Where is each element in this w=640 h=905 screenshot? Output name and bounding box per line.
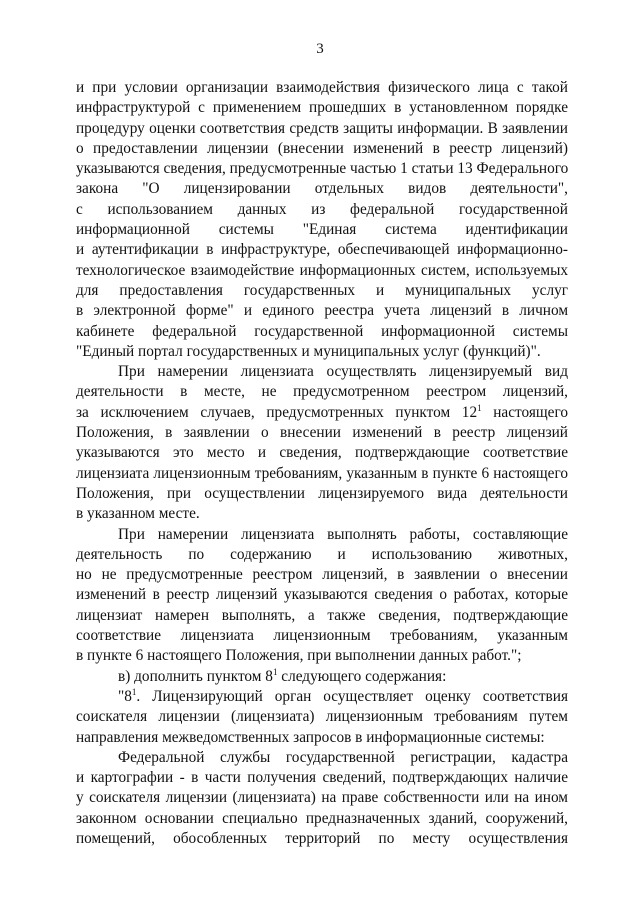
text-line [76, 403, 568, 423]
text-line [76, 159, 568, 179]
line-text: направления межведомственных запросов в информационные системы: [76, 728, 545, 746]
text-line [76, 748, 568, 768]
line-text: кабинете федеральной государственной информационной системы [76, 322, 568, 340]
line-text: в электронной форме" и единого реестра учета лицензий в личном [76, 302, 568, 320]
text-line [76, 585, 568, 605]
line-text: "8 [118, 687, 132, 705]
line-text: о предоставлении лицензии (внесении изменений в реестр лицензий) [76, 139, 568, 157]
line-text: с использованием данных из федеральной государственной [76, 200, 568, 218]
text-line [76, 565, 568, 585]
line-text: у соискателя лицензии (лицензиата) на праве собственности или на ином [76, 789, 568, 807]
text-line [76, 281, 568, 301]
line-text-continued: следующего содержания: [277, 667, 447, 685]
text-line [76, 545, 568, 565]
text-line [76, 119, 568, 139]
line-text: процедуру оценки соответствия средств защиты информации. В заявлении [76, 119, 568, 137]
text-line [76, 646, 568, 666]
text-line [76, 484, 568, 504]
line-text: в) дополнить пунктом 8 [118, 667, 273, 685]
text-line [76, 443, 568, 463]
line-text: законном основании специально предназначенных зданий, сооружений, [76, 809, 568, 827]
line-text: указываются это место и сведения, подтверждающие соответствие [76, 444, 568, 462]
line-text: Положения, в заявлении о внесении изменений в реестр лицензий [76, 424, 568, 442]
line-text: и при условии организации взаимодействия физического лица с такой [76, 79, 568, 96]
line-text: и картографии - в части получения сведений, подтверждающих наличие [76, 769, 568, 787]
text-line [76, 200, 568, 220]
text-line [76, 606, 568, 626]
line-text: Положения, при осуществлении лицензируемого вида деятельности [76, 484, 568, 502]
text-line [76, 525, 568, 545]
line-text: лицензиат намерен выполнять, а также сведения, подтверждающие [76, 606, 568, 624]
line-text-continued: . Лицензирующий орган осуществляет оценку соответствия [136, 687, 568, 705]
line-text: за исключением случаев, предусмотренных пунктом 12 [76, 403, 478, 421]
line-text: Федеральной службы государственной регистрации, кадастра [118, 748, 568, 766]
line-text: но не предусмотренные реестром лицензий, в заявлении о внесении [76, 566, 568, 584]
text-line [76, 829, 568, 849]
text-line [76, 687, 568, 707]
line-text: помещений, обособленных территорий по месту осуществления [76, 829, 568, 847]
superscript: 1 [131, 686, 137, 697]
text-line [76, 179, 568, 199]
text-line [76, 464, 568, 484]
superscript: 1 [272, 666, 278, 677]
line-text: деятельности в месте, не предусмотренном реестром лицензий, [76, 383, 568, 401]
text-line [76, 362, 568, 382]
line-text: "Единый портал государственных и муниципальных услуг (функций)". [76, 342, 541, 360]
text-line [76, 301, 568, 321]
line-text: деятельность по содержанию и использованию животных, [76, 545, 568, 563]
text-line [76, 98, 568, 118]
text-line [76, 342, 568, 362]
text-line [76, 626, 568, 646]
line-text: инфраструктурой с применением прошедших в установленном порядке [76, 99, 568, 117]
line-text: технологическое взаимодействие информационных систем, используемых [76, 261, 568, 279]
line-text: изменений в реестр лицензий указываются сведения о работах, которые [76, 586, 568, 604]
line-text: для предоставления государственных и муниципальных услуг [76, 281, 568, 299]
text-line [76, 220, 568, 240]
text-line [76, 728, 568, 748]
text-line [76, 707, 568, 727]
text-line [76, 261, 568, 281]
line-text-continued: настоящего [481, 403, 568, 421]
line-text: При намерении лицензиата осуществлять лицензируемый вид [118, 363, 568, 381]
line-text: указываются сведения, предусмотренные частью 1 статьи 13 Федерального [76, 160, 569, 178]
line-text: закона "О лицензировании отдельных видов деятельности", [76, 180, 568, 198]
line-text: в указанном месте. [76, 505, 200, 523]
superscript: 1 [477, 402, 482, 413]
line-text: и аутентификации в инфраструктуре, обеспечивающей информационно- [76, 241, 568, 259]
line-text: лицензиата лицензионным требованиям, указанным в пункте 6 настоящего [76, 464, 568, 482]
text-line [76, 809, 568, 829]
text-line [76, 240, 568, 260]
text-line [76, 768, 568, 788]
page-number: 3 [316, 41, 324, 57]
text-line [76, 788, 568, 808]
text-line [76, 139, 568, 159]
text-line [76, 667, 568, 687]
text-line [76, 322, 568, 342]
document-body [76, 78, 568, 849]
text-line [76, 504, 568, 524]
line-text: соответствие лицензиата лицензионным требованиям, указанным [76, 627, 568, 645]
text-line [76, 382, 568, 402]
text-line [76, 78, 568, 98]
line-text: соискателя лицензии (лицензиата) лицензионным требованиям путем [76, 708, 568, 726]
line-text: информационной системы "Единая система идентификации [76, 221, 568, 239]
text-line [76, 423, 568, 443]
line-text: в пункте 6 настоящего Положения, при выполнении данных работ."; [76, 647, 522, 665]
line-text: При намерении лицензиата выполнять работы, составляющие [118, 525, 568, 543]
